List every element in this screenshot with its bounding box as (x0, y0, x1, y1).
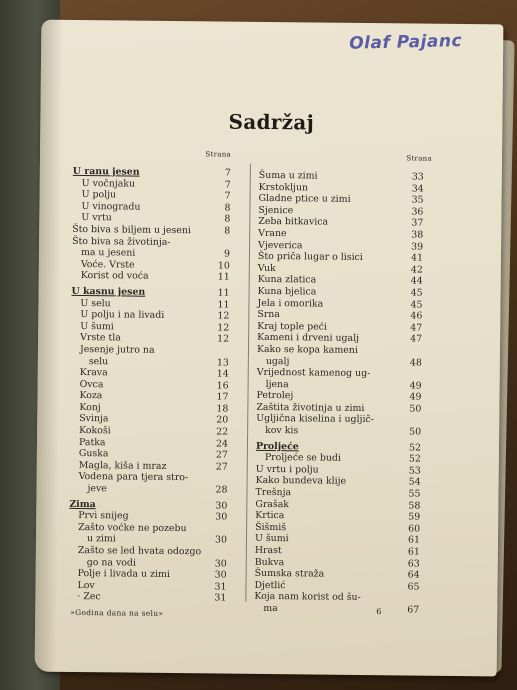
toc-entry-title: Što biva s biljem u jeseni (72, 223, 191, 237)
toc-entry-title: Koja nam korist od šu- (254, 591, 361, 604)
toc-entry-page: 52 (408, 453, 421, 465)
toc-entry-title: Što priča lugar o lisici (257, 251, 363, 264)
toc-entry-page: 22 (216, 426, 229, 438)
toc-entry-page: 7 (224, 190, 231, 202)
toc-entry-page: 7 (224, 179, 231, 191)
toc-entry-page: 13 (216, 356, 229, 369)
toc-entry-title: U selu (80, 297, 111, 309)
page-number: 6 (376, 607, 382, 617)
toc-entry-page: 30 (214, 534, 228, 546)
toc-entry-title: Kuna zlatica (257, 274, 317, 286)
toc-entry-title: Vrste tla (80, 332, 121, 344)
toc-entry-title: U šumi (254, 533, 289, 545)
page-title: Sadržaj (228, 109, 315, 135)
toc-entry-title: Vodena para tjera stro- (78, 471, 189, 484)
toc-entry-page: 52 (408, 442, 422, 454)
toc-entry-page: 41 (410, 252, 424, 264)
toc-entry-title: Gladne ptice u zimi (258, 193, 351, 206)
toc-entry-page: 35 (411, 194, 424, 206)
toc-entry-page: 42 (410, 264, 423, 276)
toc-entry-title: Voće. Vrste (80, 258, 135, 271)
toc-entry-title: go na vodi (86, 556, 136, 569)
toc-entry-page: 27 (215, 461, 228, 473)
toc-entry-page: 53 (408, 465, 421, 477)
toc-entry-title: kov kis (265, 425, 299, 437)
toc-left-column (68, 148, 231, 605)
toc-entry-page: 12 (217, 333, 230, 345)
toc-entry-page: 8 (224, 225, 231, 237)
toc-entry-page: 49 (409, 391, 422, 403)
toc-entry (256, 425, 421, 438)
owner-stamp: Olaf Pajanc (348, 31, 463, 54)
toc-entry-title: U vočnjaku (81, 177, 136, 190)
toc-entry-page: 30 (214, 569, 227, 581)
toc-entry-title: Zašto se led hvata odozgo (77, 545, 202, 558)
toc-entry-page: 12 (217, 322, 230, 334)
toc-entry-page: 61 (407, 534, 421, 546)
toc-entry-title: U vrtu i polju (255, 463, 319, 476)
toc-entry-title: Ugljična kiselina i ugljič- (256, 413, 374, 426)
toc-entry-page: 45 (410, 287, 423, 299)
toc-entry-title: Šumska straža (254, 568, 325, 580)
toc-entry-title: ljena (265, 378, 289, 390)
toc-entry-page: 30 (214, 558, 227, 570)
toc-entry-title: Kokoši (79, 425, 111, 437)
toc-entry-title: Šuma u zimi (258, 169, 318, 182)
toc-entry-title: Kako bundeva klije (255, 475, 347, 488)
toc-entry-title: Lov (77, 579, 95, 591)
toc-entry-title: Zeba bitkavica (258, 216, 329, 228)
toc-entry-page: 31 (214, 581, 227, 593)
toc-entry-page: 60 (408, 523, 421, 535)
toc-entry-title: Sjenice (258, 204, 294, 217)
toc-entry-title: Kraj tople peći (257, 320, 327, 333)
toc-entry-title: Krtica (255, 510, 285, 522)
toc-entry-title: Vrijednost kamenog ug- (256, 366, 371, 380)
toc-entry-page: 20 (216, 414, 229, 427)
toc-entry-page: 24 (216, 438, 229, 450)
toc-entry-page: 46 (410, 310, 423, 322)
toc-entry-title: Vjeverica (258, 239, 303, 251)
toc-entry-page: 58 (408, 500, 421, 512)
toc-entry-title: Petrolej (256, 390, 294, 402)
toc-entry-page: 61 (407, 546, 420, 558)
toc-entry-title: U vrtu (81, 212, 112, 224)
toc-entry-title: Vuk (257, 262, 276, 274)
toc-entry-title: Krstokljun (258, 181, 309, 193)
toc-entry-title: ma (263, 602, 278, 615)
toc-entry-title: Djetlić (254, 579, 286, 591)
toc-entry-page: 36 (411, 206, 424, 218)
toc-entry-page: 27 (215, 449, 228, 461)
toc-entry-title: Ovca (79, 378, 104, 390)
toc-entry (254, 603, 419, 616)
toc-entry-page: 17 (216, 391, 229, 403)
toc-entry-page: 10 (217, 260, 230, 272)
toc-entry-title: Guska (78, 448, 109, 460)
toc-entry-page: 7 (224, 167, 231, 179)
column-header-left: Strana (205, 150, 232, 159)
toc-entry-page: 30 (215, 511, 228, 523)
toc-entry-page: 45 (410, 299, 423, 311)
toc-entry (68, 591, 226, 604)
toc-entry-page: 8 (224, 213, 231, 225)
toc-entry-page: 48 (409, 356, 422, 369)
toc-entry-page: 63 (407, 558, 420, 570)
toc-entry-title: ma u jeseni (80, 247, 136, 259)
toc-entry-title: Trešnja (255, 486, 292, 499)
toc-entry-title: Konj (79, 401, 101, 414)
toc-entry-title: Srna (257, 309, 280, 321)
toc-right-column (254, 150, 433, 616)
toc-entry-title: Zima (69, 498, 96, 510)
toc-entry-title: Kameni i drveni ugalj (257, 332, 360, 345)
toc-entry-title: Magla, kiša i mraz (78, 459, 167, 472)
toc-entry-page: 54 (408, 476, 421, 489)
toc-entry-page: 11 (217, 287, 230, 299)
toc-entry-page: 12 (217, 310, 230, 322)
toc-entry-page: 38 (411, 229, 424, 241)
toc-entry-page: 34 (411, 183, 424, 195)
toc-left-list (68, 166, 231, 605)
toc-entry-page: 16 (216, 380, 229, 392)
toc-entry-page: 55 (408, 488, 421, 500)
toc-entry-page: 59 (408, 511, 421, 523)
toc-right-list (254, 170, 424, 616)
toc-entry-page: 64 (407, 569, 420, 581)
toc-entry-page: 31 (214, 592, 227, 604)
toc-entry-title: Zaštita životinja u zimi (256, 401, 365, 414)
toc-entry (72, 270, 230, 283)
toc-entry-page: 37 (411, 217, 424, 229)
toc-entry-title: Koza (79, 390, 103, 402)
toc-entry-title: U vinogradu (81, 200, 141, 213)
toc-entry-title: Hrast (254, 544, 282, 557)
toc-entry-title: Jela i omorika (257, 297, 324, 310)
toc-entry-page: 11 (217, 271, 230, 283)
toc-entry-page: 39 (411, 241, 424, 253)
toc-entry-page: 33 (411, 171, 424, 183)
toc-entry-title: Kako se kopa kameni (256, 343, 358, 356)
toc-entry-page: 65 (407, 581, 420, 593)
toc-entry-title: Šišmiš (255, 521, 287, 534)
toc-entry-title: U šumi (80, 320, 114, 333)
toc-entry-title: U polju (81, 189, 117, 201)
toc-entry-page: 11 (217, 298, 230, 311)
toc-entry-title: U kasnu jesen (71, 285, 146, 298)
toc-entry-title: Korist od voća (80, 270, 149, 283)
toc-entry-title: U ranu jesen (72, 165, 140, 178)
toc-entry-page: 47 (410, 322, 423, 334)
toc-entry-title: · Zec (77, 591, 101, 603)
book-page (35, 20, 504, 677)
toc-entry-title: Polje i livada u zimi (77, 568, 170, 581)
toc-entry-title: Grašak (255, 498, 290, 510)
toc-entry-title: ugalj (265, 355, 290, 367)
toc-entry-title: Krava (79, 367, 108, 379)
toc-entry (69, 483, 227, 496)
toc-entry-title: Svinja (79, 413, 109, 425)
toc-entry-title: selu (88, 355, 109, 367)
toc-entry-page: 9 (223, 248, 231, 260)
toc-entry-page: 44 (410, 275, 423, 287)
toc-entry-title: Prvi snijeg (78, 510, 129, 522)
toc-entry-page: 67 (407, 604, 420, 616)
toc-entry-title: Zašto voćke ne pozebu (78, 521, 187, 534)
toc-entry-title: Jesenje jutro na (79, 343, 155, 356)
toc-entry-title: U polju i na livadi (80, 309, 165, 322)
toc-entry-page: 50 (409, 426, 422, 438)
column-divider (245, 164, 251, 602)
toc-entry-title: Proljeće (255, 440, 299, 452)
toc-entry-title: Patka (78, 436, 106, 448)
toc-entry-title: Vrane (258, 227, 287, 240)
toc-entry-title: Bukva (254, 556, 285, 568)
toc-entry-title: u zimi (86, 533, 116, 545)
running-title: »Godina dana na selu» (70, 607, 164, 618)
toc-entry-page: 14 (216, 368, 229, 380)
toc-entry-page: 50 (409, 403, 422, 415)
toc-entry-page: 18 (216, 403, 229, 415)
toc-entry-page: 8 (224, 202, 231, 214)
toc-entry-page: 30 (215, 500, 228, 512)
toc-entry-page: 47 (410, 333, 423, 345)
toc-entry-title: Što biva sa životinja- (72, 235, 171, 248)
toc-entry-page: 49 (409, 380, 422, 392)
toc-entry-page: 28 (215, 484, 228, 496)
column-header-right: Strana (406, 154, 433, 163)
toc-entry-title: jeve (87, 483, 107, 495)
toc-entry-title: Proljeće se budi (264, 452, 341, 465)
toc-entry-title: Kuna bjelica (257, 285, 317, 298)
